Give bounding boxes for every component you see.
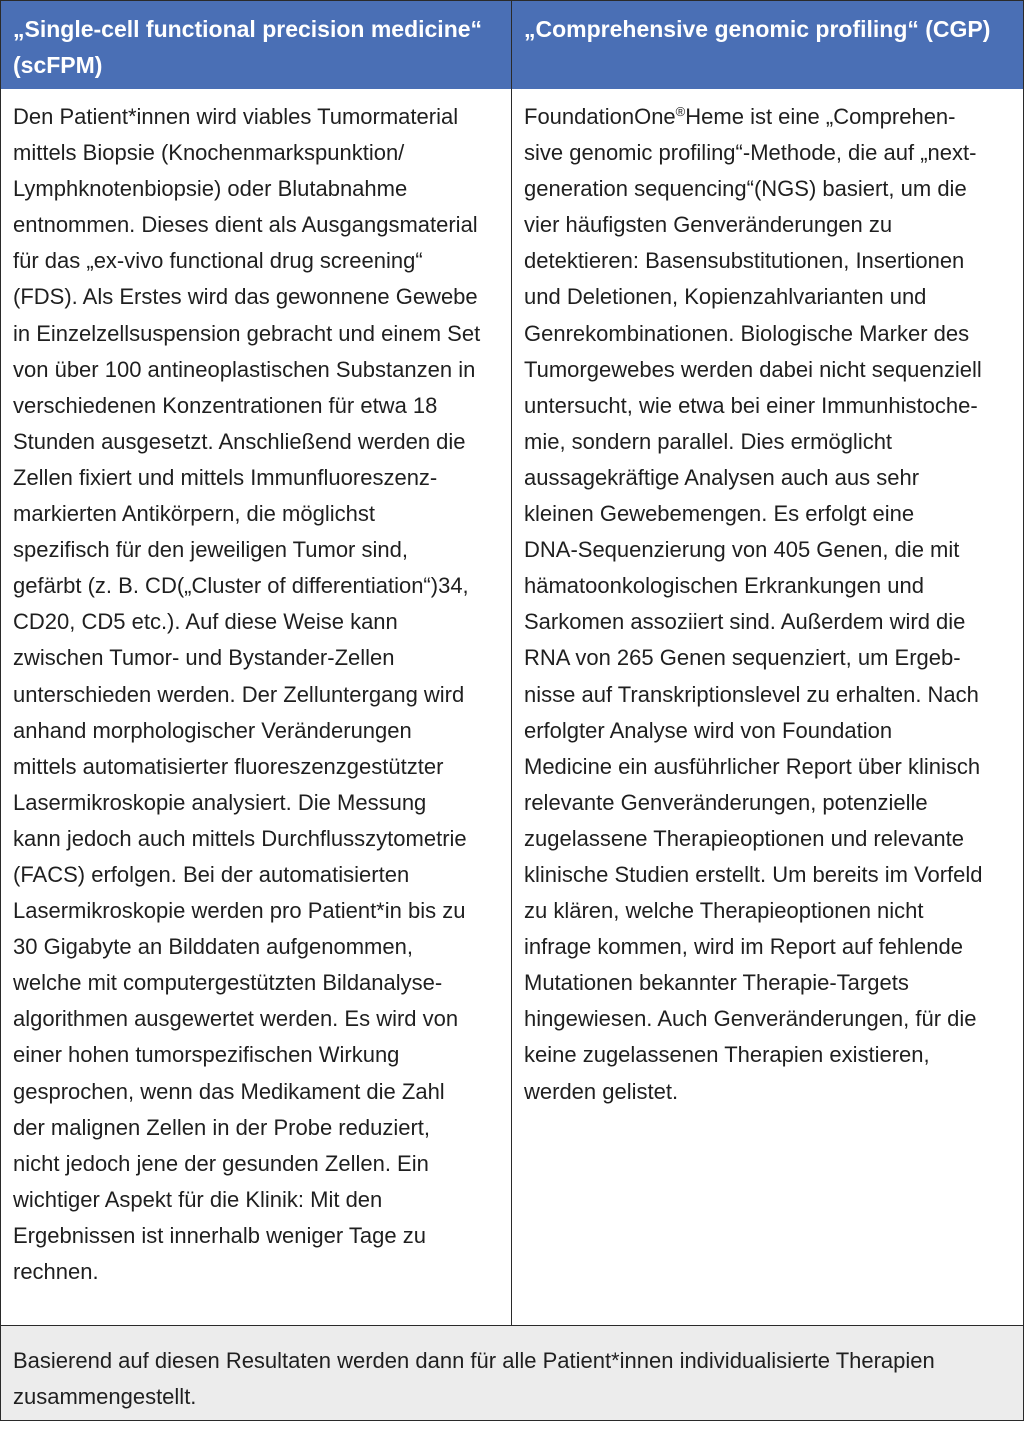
footer-line: Basierend auf diesen Resultaten werden dann für alle Patient*innen individualisierte Therapien	[13, 1348, 935, 1373]
brand-name: FoundationOne	[524, 104, 676, 129]
cgp-text-line: generation sequencing“(NGS) basiert, um die	[524, 176, 967, 202]
registered-mark: ®	[675, 104, 686, 119]
scfpm-text-line: (FDS). Als Erstes wird das gewonnene Gewebe	[13, 284, 478, 310]
scfpm-text-line: von über 100 antineoplastischen Substanzen in	[13, 356, 476, 382]
scfpm-text-line: zwischen Tumor- und Bystander-Zellen	[13, 645, 395, 671]
table-header-row	[0, 0, 1024, 90]
cgp-text-line: werden gelistet.	[524, 1078, 679, 1104]
cgp-text-line: mie, sondern parallel. Dies ermöglicht	[524, 428, 893, 454]
cgp-text-line: aussagekräftige Analysen auch aus sehr	[524, 464, 920, 490]
header-scfpm-line: (scFPM)	[13, 52, 103, 78]
scfpm-text-line: Lymphknotenbiopsie) oder Blutabnahme	[13, 176, 408, 202]
scfpm-text-line: mittels automatisierter fluoreszenzgestützter	[13, 753, 444, 779]
scfpm-text-line: Stunden ausgesetzt. Anschließend werden die	[13, 428, 466, 454]
cgp-text-line: klinische Studien erstellt. Um bereits im Vorfeld	[524, 861, 983, 887]
scfpm-text-line: in Einzelzellsuspension gebracht und einem Set	[13, 320, 481, 346]
scfpm-text-line: Lasermikroskopie analysiert. Die Messung	[13, 789, 427, 815]
scfpm-text-line: Ergebnissen ist innerhalb weniger Tage zu	[13, 1222, 426, 1248]
scfpm-text-line: wichtiger Aspekt für die Klinik: Mit den	[13, 1186, 383, 1212]
scfpm-text-line: kann jedoch auch mittels Durchflusszytometrie	[13, 825, 467, 851]
cgp-text-line: untersucht, wie etwa bei einer Immunhistoche-	[524, 392, 978, 418]
cgp-text-line: Medicine ein ausführlicher Report über klinisch	[524, 753, 981, 779]
scfpm-text-line: spezifisch für den jeweiligen Tumor sind,	[13, 537, 408, 563]
cgp-text-line: zu klären, welche Therapieoptionen nicht	[524, 898, 924, 924]
cgp-text-line: kleinen Gewebemengen. Es erfolgt eine	[524, 501, 915, 527]
cgp-text-line	[524, 99, 1011, 135]
cgp-text-line: vier häufigsten Genveränderungen zu	[524, 212, 893, 238]
cgp-text-line: zugelassene Therapieoptionen und relevante	[524, 825, 964, 851]
scfpm-text-line: entnommen. Dieses dient als Ausgangsmaterial	[13, 212, 478, 238]
scfpm-text-line: 30 Gigabyte an Bilddaten aufgenommen,	[13, 934, 413, 960]
scfpm-text-line: nicht jedoch jene der gesunden Zellen. Ein	[13, 1150, 429, 1176]
scfpm-text-line: Lasermikroskopie werden pro Patient*in bis zu	[13, 898, 466, 924]
scfpm-text-line: algorithmen ausgewertet werden. Es wird von	[13, 1006, 459, 1032]
scfpm-text-line: gesprochen, wenn das Medikament die Zahl	[13, 1078, 445, 1104]
scfpm-text-line: der malignen Zellen in der Probe reduziert,	[13, 1114, 431, 1140]
cgp-text-line: und Deletionen, Kopienzahlvarianten und	[524, 284, 927, 310]
scfpm-text-line: Den Patient*innen wird viables Tumormaterial	[13, 104, 459, 129]
scfpm-text-line: welche mit computergestützten Bildanalyse-	[13, 970, 443, 996]
scfpm-text-line: unterschieden werden. Der Zelluntergang wird	[13, 681, 465, 707]
cgp-text-line: erfolgter Analyse wird von Foundation	[524, 717, 893, 743]
scfpm-text-line: mittels Biopsie (Knochenmarkspunktion/	[13, 140, 405, 166]
scfpm-text-line: anhand morphologischer Veränderungen	[13, 717, 412, 743]
cgp-text-line: Genrekombinationen. Biologische Marker des	[524, 320, 970, 346]
cgp-text-line: RNA von 265 Genen sequenziert, um Ergeb-	[524, 645, 961, 671]
cgp-text-line: infrage kommen, wird im Report auf fehlende	[524, 934, 963, 960]
cgp-text-line: hingewiesen. Auch Genveränderungen, für die	[524, 1006, 977, 1032]
scfpm-text-line: einer hohen tumorspezifischen Wirkung	[13, 1042, 400, 1068]
cgp-text-line: hämatoonkologischen Erkrankungen und	[524, 573, 924, 599]
cgp-text-line: relevante Genveränderungen, potenzielle	[524, 789, 928, 815]
cgp-first-line-rest: Heme ist eine „Comprehen-	[685, 104, 956, 129]
scfpm-text-line: rechnen.	[13, 1259, 99, 1284]
table-footer-row	[0, 1325, 1024, 1421]
cgp-text-line: Sarkomen assoziiert sind. Außerdem wird die	[524, 609, 966, 635]
scfpm-text-line: CD20, CD5 etc.). Auf diese Weise kann	[13, 609, 398, 635]
cgp-text-line: nisse auf Transkriptionslevel zu erhalten. Nach	[524, 681, 979, 707]
cgp-text-line: Mutationen bekannter Therapie-Targets	[524, 970, 909, 996]
cgp-text-line: keine zugelassenen Therapien existieren,	[524, 1042, 930, 1068]
cgp-text-line: Tumorgewebes werden dabei nicht sequenziell	[524, 356, 982, 382]
scfpm-text-line: (FACS) erfolgen. Bei der automatisierten	[13, 861, 410, 887]
header-cell-scfpm	[1, 1, 512, 89]
cgp-text-line: detektieren: Basensubstitutionen, Insertionen	[524, 248, 965, 274]
cgp-text-line: sive genomic profiling“-Methode, die auf „next-	[524, 140, 977, 166]
body-cell-cgp	[512, 89, 1023, 1325]
table-body-row	[0, 89, 1024, 1326]
scfpm-text-line: für das „ex-vivo functional drug screening“	[13, 248, 423, 274]
footer-line: zusammengestellt.	[13, 1384, 197, 1409]
header-scfpm-line: „Single-cell functional precision medicine“	[13, 16, 483, 42]
scfpm-text-line: gefärbt (z. B. CD(„Cluster of differentiation“)34,	[13, 573, 469, 599]
cgp-text-line: DNA-Sequenzierung von 405 Genen, die mit	[524, 537, 960, 563]
header-cell-cgp	[512, 1, 1023, 89]
header-cgp-line: „Comprehensive genomic profiling“ (CGP)	[524, 16, 991, 42]
body-cell-scfpm	[1, 89, 512, 1325]
scfpm-text-line: Zellen fixiert und mittels Immunfluoreszenz-	[13, 464, 438, 490]
scfpm-text-line: verschiedenen Konzentrationen für etwa 18	[13, 392, 438, 418]
scfpm-text-line: markierten Antikörpern, die möglichst	[13, 501, 375, 527]
